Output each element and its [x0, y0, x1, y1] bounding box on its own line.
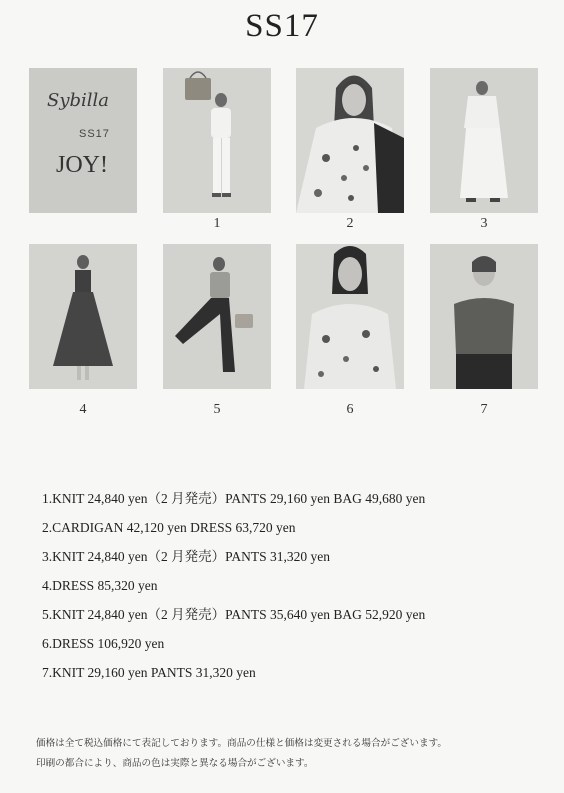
brand-signature: Sybilla — [47, 90, 110, 111]
model-figure — [430, 68, 538, 213]
look-number: 5 — [213, 402, 221, 417]
look-photo-3 — [430, 68, 538, 213]
season-label: SS17 — [79, 128, 110, 140]
price-line: 7.KNIT 29,160 yen PANTS 31,320 yen — [42, 665, 256, 680]
page-title: SS17 — [245, 8, 319, 44]
look-photo-1 — [163, 68, 271, 213]
model-figure — [430, 244, 538, 389]
price-line: 1.KNIT 24,840 yen（2 月発売）PANTS 29,160 yen BAG 49,680 yen — [42, 491, 426, 506]
price-list — [42, 488, 542, 691]
model-figure — [163, 244, 271, 389]
price-line: 5.KNIT 24,840 yen（2 月発売）PANTS 35,640 yen BAG 52,920 yen — [42, 607, 426, 622]
look-number: 3 — [480, 216, 488, 231]
tagline: JOY! — [56, 152, 108, 178]
look-photo-4 — [29, 244, 137, 389]
look-number: 7 — [480, 402, 488, 417]
footnote: 価格は全て税込価格にて表記しております。商品の仕様と価格は変更される場合がございます。 — [36, 738, 447, 749]
look-photo-2 — [296, 68, 404, 213]
model-figure — [296, 244, 404, 389]
look-number: 2 — [346, 216, 354, 231]
footnotes — [36, 734, 556, 774]
footnote: 印刷の都合により、商品の色は実際と異なる場合がございます。 — [36, 758, 314, 769]
look-number: 1 — [213, 216, 221, 231]
look-number: 6 — [346, 402, 354, 417]
price-line: 6.DRESS 106,920 yen — [42, 636, 165, 651]
price-line: 4.DRESS 85,320 yen — [42, 578, 158, 593]
model-figure — [29, 244, 137, 389]
look-photo-6 — [296, 244, 404, 389]
look-photo-5 — [163, 244, 271, 389]
model-figure — [163, 68, 271, 213]
brand-logo-card — [29, 68, 137, 213]
price-line: 3.KNIT 24,840 yen（2 月発売）PANTS 31,320 yen — [42, 549, 331, 564]
look-photo-7 — [430, 244, 538, 389]
look-number: 4 — [79, 402, 87, 417]
model-figure — [296, 68, 404, 213]
price-line: 2.CARDIGAN 42,120 yen DRESS 63,720 yen — [42, 520, 296, 535]
